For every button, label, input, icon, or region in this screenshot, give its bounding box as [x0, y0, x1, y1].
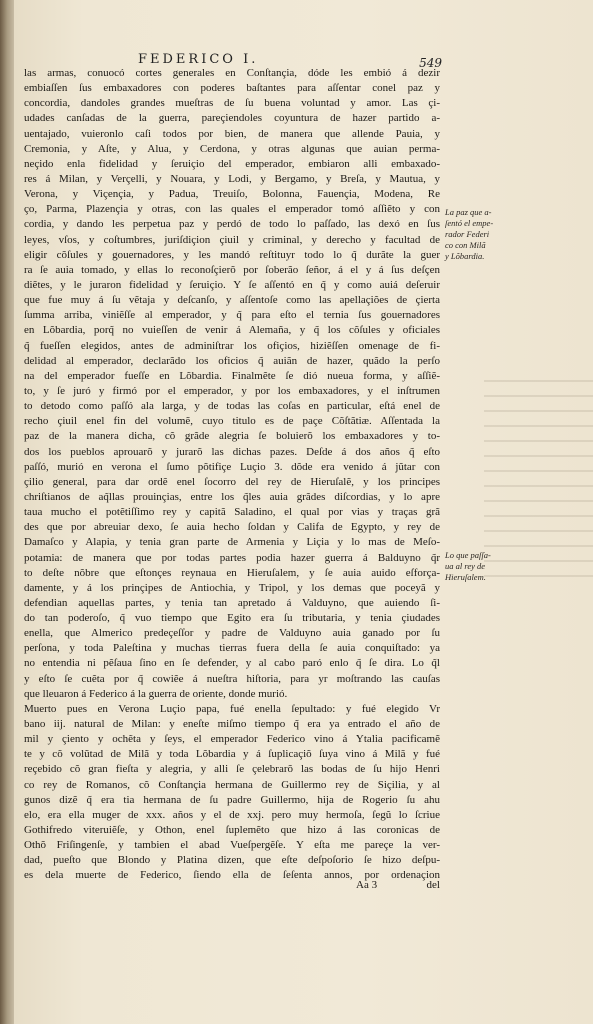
text-line: defendian aquellas partes, y tenia tan apretado á Valduyno, que auiendo ſi- — [24, 596, 440, 609]
text-line: paz de la manera dicha, cõ grãde alegria ſe boluierõ los embaxadores y to- — [24, 430, 440, 443]
note-line: Lo que paſſa- — [445, 550, 491, 560]
text-line: to, y ſe juró y firmó por el emperador, y por los embaxadores, y el inſtrumen — [24, 384, 440, 397]
text-line: q̃ fueſſen elegidos, antes de adminiſtrar los ofiçios, hiziẽſſen omenage de fi- — [24, 339, 440, 352]
text-line: recho çiuil enel fin del volumẽ, cuyo titulo es de paçe Cõſtãtiæ. Aſſentada la — [24, 415, 440, 428]
text-line: ra ſe auia tomado, y ellas lo reconoſçierõ por ſoberão ſeñor, á el y á ſus deſçen — [24, 263, 440, 276]
text-line: enella, que Almerico predeçeſſor y padre de Valduyno auia ganado por ſu — [24, 627, 440, 640]
page-footer — [24, 879, 440, 895]
text-line: embiaſſen ſus embaxadores con poderes baſtantes para aſſentar conel paz y — [24, 82, 440, 95]
running-title: FEDERICO I. — [138, 52, 259, 67]
marginal-note-jerusalem — [445, 550, 515, 583]
folio-number: 549 — [419, 56, 442, 70]
text-line: elo, era ella muger de xxx. años y el de xxj. pero muy hermoſa, ſegũ lo ſcriue — [24, 808, 440, 821]
text-line: Verona, y Viçençia, y Padua, Treuiſo, Bolonna, Fauençia, Modena, Re — [24, 188, 440, 201]
text-line: Gothifredo viteruiẽſe, y Othon, enel ſuplemẽto que hizo á las coronicas de — [24, 824, 440, 837]
text-line: reçebido cõ gran fieſta y alegria, y alli ſe çelebrarõ las bodas de ſu hijo Henri — [24, 763, 440, 776]
text-line: to detodo como paſſó ala larga, y de todas las coſas en particular, eſtá enel de — [24, 400, 440, 413]
catchword: del — [426, 879, 440, 891]
text-line: que fue muy á ſu vẽtaja y deſcanſo, y aſſentoſe como las apellaçiões de çierta — [24, 294, 440, 307]
page-header — [96, 48, 442, 70]
text-line: Muerto pues en Verona Luçio papa, fué enella ſepultado: y fué elegido Vr — [24, 702, 440, 715]
note-line: co con Milã — [445, 240, 486, 250]
text-line: Damaſco y Alapia, y tenia gran parte de Armenia y Liçia y lo mas de Meſo- — [24, 536, 440, 549]
signature-mark: Aa 3 — [356, 879, 378, 891]
text-line: que lleuaron á Federico á la guerra de oriente, donde murió. — [24, 687, 288, 700]
text-line: en Lõbardia, porq̃ no vuieſſen de venir á Alemaña, y q̃ los cõſules y oficiales — [24, 324, 440, 337]
text-line: concordia, dandoles grandes mueſtras de ſu buena voluntad y amor. Las çi- — [24, 97, 440, 110]
note-line: Hieruſalem. — [445, 572, 486, 582]
text-line: paſſó, murió en verona el ſumo põtifiçe Luçio 3. dõde era venido á jũtar con — [24, 460, 440, 473]
text-line: çilio general, para dar ordẽ enel ſocorro del rey de Hieruſalẽ, y los principes — [24, 475, 440, 488]
marginal-note-peace — [445, 207, 515, 262]
text-line: ſumma arriba, viniẽſſe al emperador, y q̃ para eſto el ternia ſus gouernadores — [24, 309, 440, 322]
text-line: neçido enla fidelidad y ſeruiçio del emperador, embiaron alli embaxado- — [24, 157, 440, 170]
note-line: ua al rey de — [445, 561, 486, 571]
text-line: ço, Parma, Plazençia y otras, con las quales el emperador tomó aſſiẽto y con — [24, 203, 440, 216]
text-line: Othõ Friſingenſe, y tambien el abad Vueſpergẽſe. Y eſta me pareçe la ver- — [24, 839, 440, 852]
body-text — [24, 66, 440, 884]
text-line: to deſte nõbre que eſtonçes reynaua en Hieruſalem, y ſe auia auido eſforça- — [24, 566, 440, 579]
text-line: potamia: de manera que por todas partes podia hazer guerra á Balduyno q̃r — [24, 551, 440, 564]
text-line: leyes, vſos, y coſtumbres, juriſdiçion çiuil y criminal, y derecho y facultad de — [24, 233, 440, 246]
text-line: udades canſadas de la guerra, pareçiendoles coyuntura de hazer partido a- — [24, 112, 440, 125]
text-line: delidad al emperador, declarãdo los oficios q̃ auiãn de hazer, quãdo la perſo — [24, 354, 440, 367]
text-line: diẽtes, y le juraron fidelidad y ſeruiçio. Y ſe aſſentó en q̃ y como auiá deſeruir — [24, 278, 440, 291]
text-line: uentajado, vuieronlo caſi todos por bien, de manera que allende Pauia, y — [24, 127, 440, 140]
text-line: te y cõ volũtad de Milã y toda Lõbardia y á ſuplicaçiõ ſuya vino á Milã y fué — [24, 748, 440, 761]
text-line: es dela muerte de Federico, ſiendo ella de ſeſenta annos, por ordenaçion — [24, 869, 440, 882]
text-line: y eſto ſe cuẽta por q̃ cowiẽe á nueſtra hiſtoria, para yr moſtrando las cauſas — [24, 672, 440, 685]
text-line: bano iij. natural de Milan: y eneſte miſmo tiempo q̃ era ya entrado el año de — [24, 718, 440, 731]
note-line: ſentó el empe- — [445, 218, 494, 228]
text-line: dad, pueſto que Blondo y Platina dizen, que eſte deſpoſorio ſe hizo deſpu- — [24, 854, 440, 867]
text-line: taua mucho el potẽtiſſimo rey y capitã Saladino, el qual por vias y traças grã — [24, 506, 440, 519]
text-line: las armas, conuocó cortes generales en Conſtançia, dóde les embió á dezir — [24, 67, 440, 79]
text-line: na del emperador fueſſe en Lõbardia. Finalmẽte ſe dió nueua forma, y aſſiẽ- — [24, 369, 440, 382]
text-line: res á Milan, y Verçelli, y Nouara, y Lodi, y Bergamo, y Breſa, y Mautua, y — [24, 172, 440, 185]
text-line: cordia, y dando les perpetua paz y perdó de todo lo paſſado, las dexó en ſus — [24, 218, 440, 231]
text-line: perſona, y toda Paleſtina y muchas tierras fuera della ſe auia conquiſtado: ya — [24, 642, 440, 655]
text-line: des que por abreuiar dexo, ſe auia hecho ſoldan y Califa de Egypto, y rey de — [24, 521, 440, 534]
text-line: gunos dizẽ q̃ era tia hermana de ſu padre Guillermo, hija de Rogerio ſu ahu — [24, 793, 440, 806]
text-line: dos los pueblos aprouarõ y jurarõ las dichas pazes. Deſde á dos años q̃ eſto — [24, 445, 440, 458]
text-line: no entendia ni pẽſaua ſino en ſe defender, y al cabo paró enlo q̃ ſe dira. Lo q̃l — [24, 657, 440, 670]
note-line: y Lõbardia. — [445, 251, 485, 261]
text-line: damente, y á los prinçipes de Antiochia, y Tripol, y los demas que poceyã y — [24, 581, 440, 594]
text-line: mil y çiento y ochẽta y ſeys, el emperador Federico vino á Ytalia pacificamẽ — [24, 733, 440, 746]
text-line: chriſtianos de aq̃llas prouinçias, entre los q̃les auia grãdes diſcordias, y lo apre — [24, 490, 440, 503]
text-line: co rey de Romanos, cõ Conſtançia hermana de Guillermo rey de Siçilia, y al — [24, 778, 440, 791]
text-line: do tan poderoſo, q̃ vuo tiempo que Egito era ſu tributaria, y tenia çiudades — [24, 612, 440, 625]
text-line: Cremonia, y Aſte, y Alua, y Cerdona, y otras algunas que auian perma- — [24, 142, 440, 155]
note-line: rador Federi — [445, 229, 490, 239]
note-line: La paz que a- — [445, 207, 492, 217]
text-line: eligir cõſules y gouernadores, y les mandó reſtituyr todo lo q̃ durãte la guer — [24, 248, 440, 261]
